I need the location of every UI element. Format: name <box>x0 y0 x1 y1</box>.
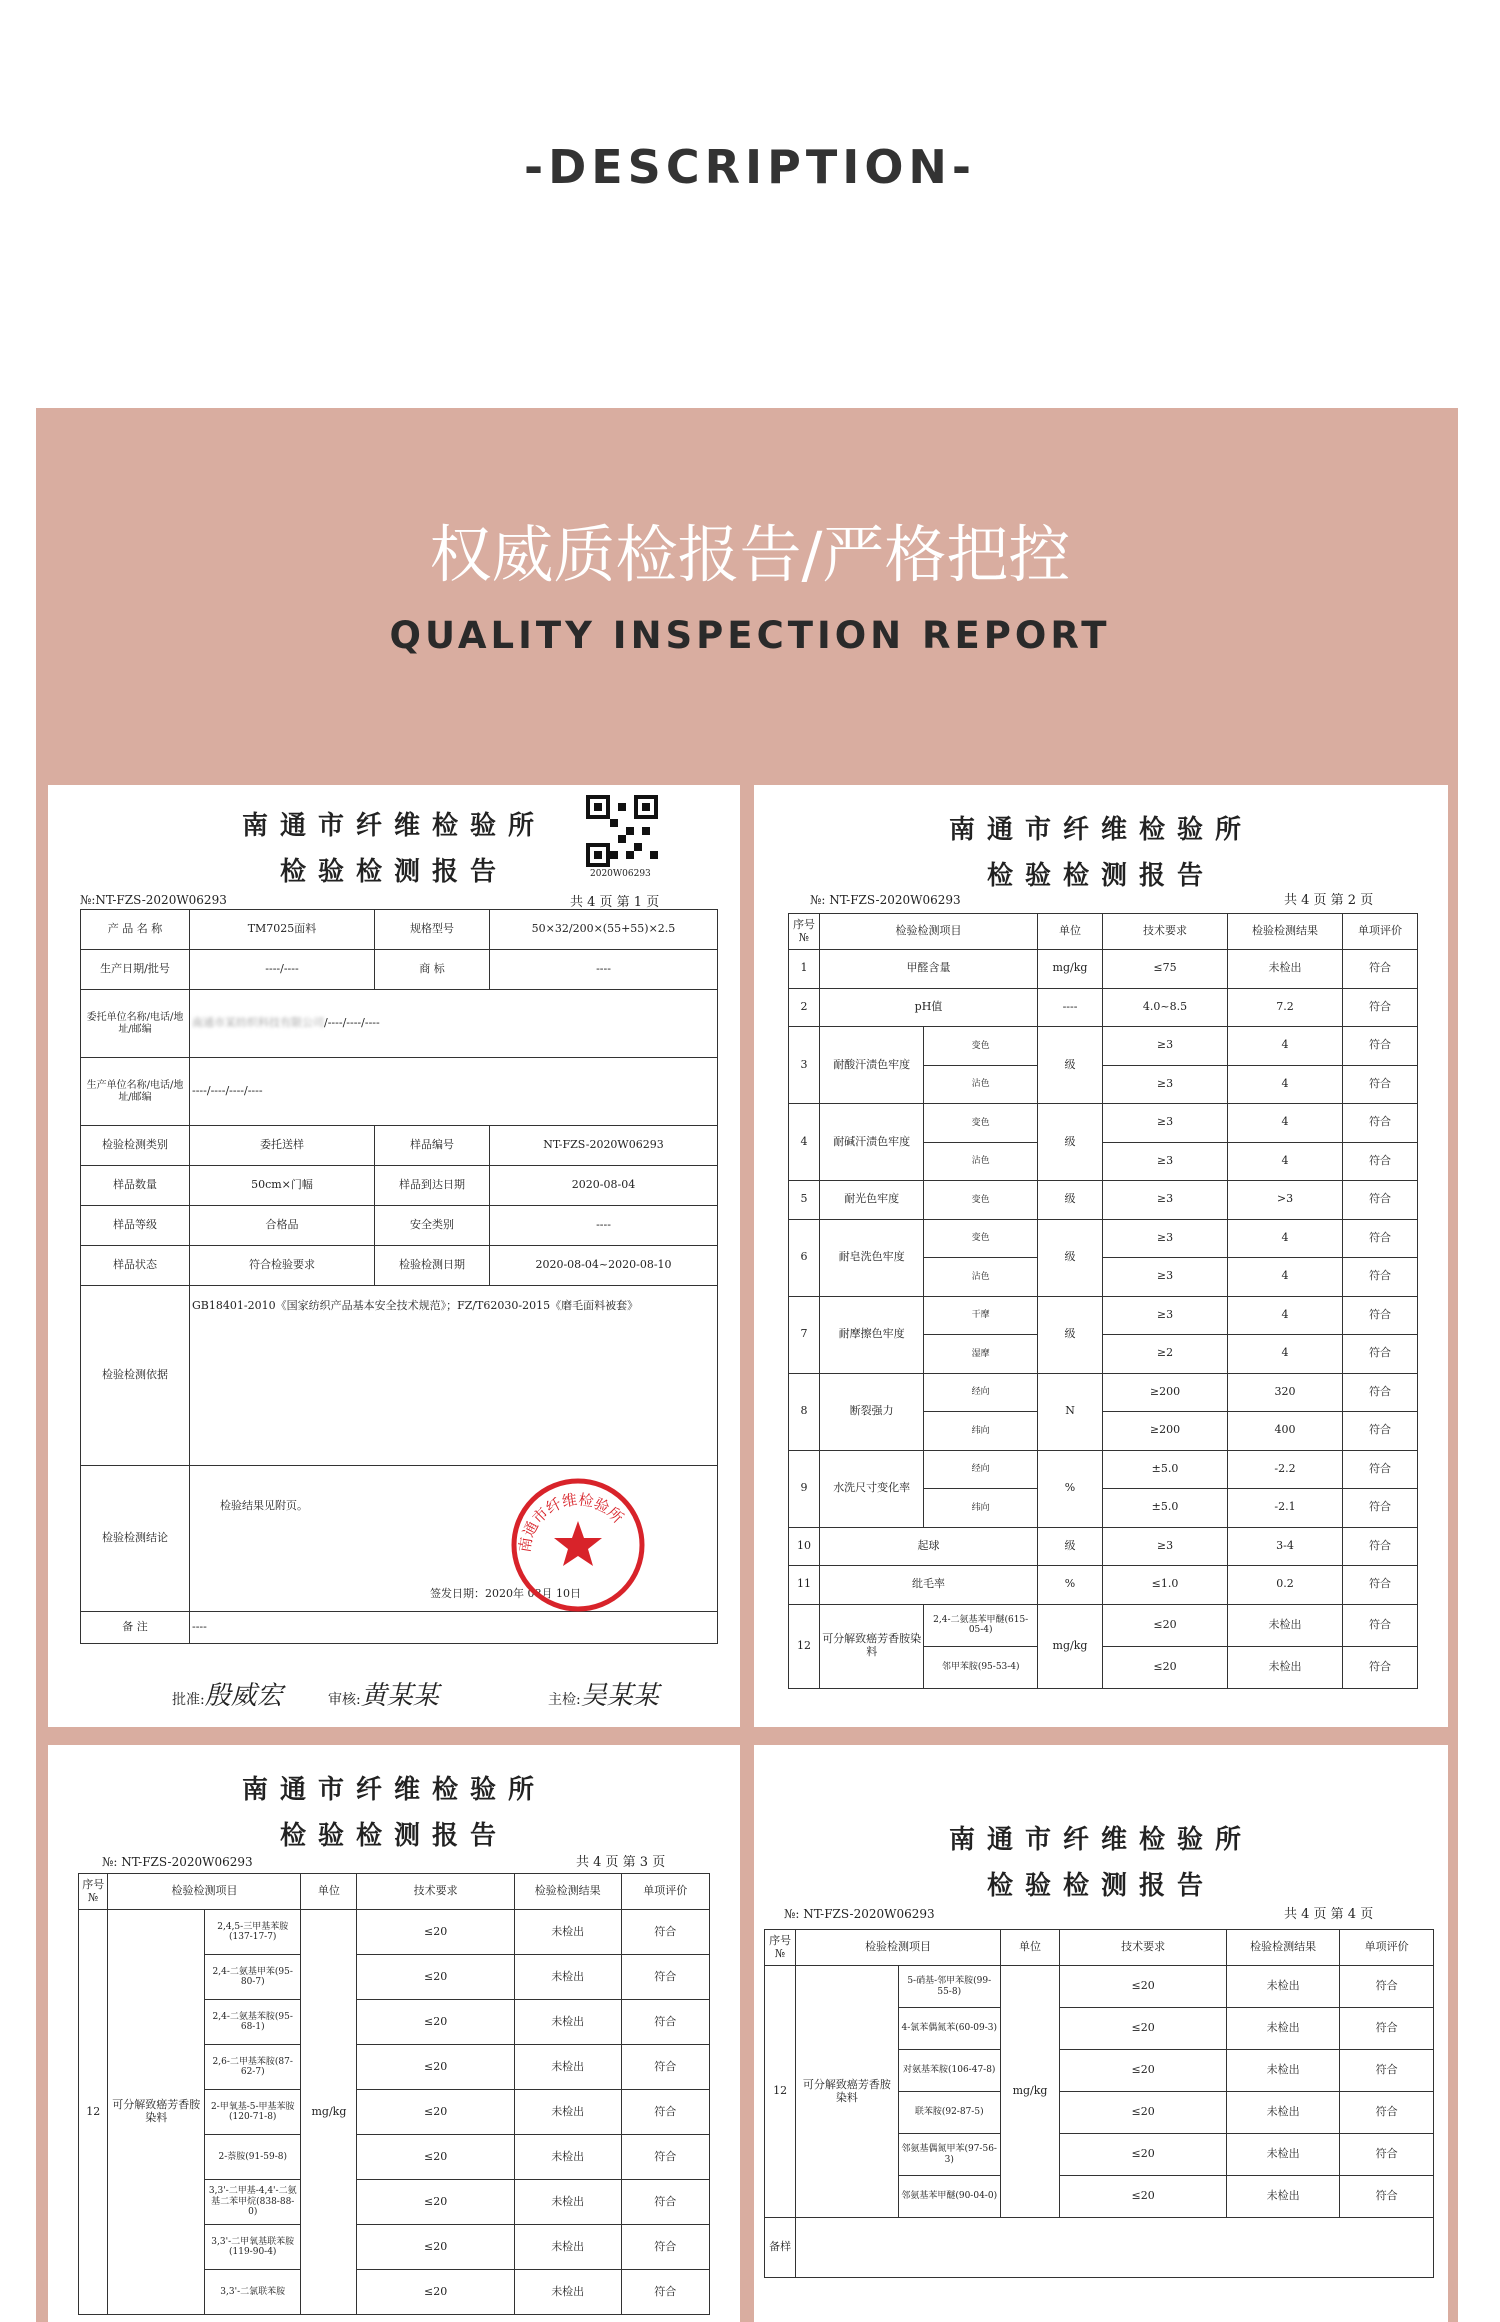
table-header-row <box>789 914 1418 950</box>
cell: 50×32/200×(55+55)×2.5 <box>490 910 718 950</box>
column-header: 序号 № <box>765 1930 796 1966</box>
column-header: 检验检测结果 <box>1228 914 1343 950</box>
table-cell: 4 <box>789 1104 820 1181</box>
page-counter: 共 4 页 第 3 页 <box>576 1855 666 1870</box>
cell: ---- <box>490 1206 718 1246</box>
table-cell: 5-硝基-邻甲苯胺(99-55-8) <box>898 1966 1000 2008</box>
table-cell: 符合 <box>621 2270 709 2315</box>
cell: NT-FZS-2020W06293 <box>490 1126 718 1166</box>
table-cell: 级 <box>1038 1219 1103 1296</box>
table-row <box>789 1450 1418 1489</box>
table-cell: 变色 <box>924 1027 1038 1066</box>
table-cell: -2.2 <box>1228 1450 1343 1489</box>
table-cell: 3,3'-二氯联苯胺 <box>204 2270 301 2315</box>
table-cell: ≥3 <box>1103 1104 1228 1143</box>
table-cell: 符合 <box>1343 1412 1418 1451</box>
table-cell: 未检出 <box>514 2225 621 2270</box>
table-cell: 符合 <box>1343 950 1418 989</box>
column-header: 检验检测项目 <box>820 914 1038 950</box>
banner-title-zh: 权威质检报告/严格把控 <box>429 518 1071 591</box>
table-cell: 耐酸汗渍色牢度 <box>820 1027 924 1104</box>
cell: 样品编号 <box>375 1126 490 1166</box>
table-cell: 纬向 <box>924 1489 1038 1528</box>
table-cell: ≤20 <box>357 1955 514 2000</box>
table-cell: 沾色 <box>924 1142 1038 1181</box>
table-cell: 符合 <box>1343 1104 1418 1143</box>
table-header-row <box>79 1874 710 1910</box>
table-cell: 2-萘胺(91-59-8) <box>204 2135 301 2180</box>
table-cell: mg/kg <box>301 1910 357 2315</box>
table-cell: 符合 <box>621 2090 709 2135</box>
results-table <box>788 913 1418 1689</box>
table-cell: 7.2 <box>1228 988 1343 1027</box>
table-cell: 未检出 <box>514 2135 621 2180</box>
cell: 规格型号 <box>375 910 490 950</box>
table-cell: % <box>1038 1566 1103 1605</box>
table-cell: 12 <box>765 1966 796 2218</box>
table-cell: 纰毛率 <box>820 1566 1038 1605</box>
table-cell: 4-氯苯偶氮苯(60-09-3) <box>898 2008 1000 2050</box>
doc-org: 南通市纤维检验所 <box>948 1825 1253 1855</box>
table-cell: 符合 <box>621 2225 709 2270</box>
doc-title: 检验检测报告 <box>279 857 508 887</box>
table-cell: 2,4-二氨基苯甲醚(615-05-4) <box>924 1604 1038 1646</box>
table-cell: 符合 <box>621 2000 709 2045</box>
cell: 检验检测结论 <box>81 1466 190 1612</box>
table-cell: 10 <box>789 1527 820 1566</box>
table-cell: 备样 <box>765 2218 796 2278</box>
table-cell: 未检出 <box>514 1910 621 1955</box>
cell <box>190 990 718 1058</box>
table-cell: 4 <box>1228 1296 1343 1335</box>
table-cell: ≤20 <box>357 2000 514 2045</box>
cell: 备 注 <box>81 1612 190 1644</box>
table-cell: 2 <box>789 988 820 1027</box>
table-cell: 符合 <box>621 1910 709 1955</box>
table-cell: 变色 <box>924 1219 1038 1258</box>
table-cell: 12 <box>79 1910 108 2315</box>
table-cell: 4 <box>1228 1335 1343 1374</box>
table-cell: 符合 <box>1343 1027 1418 1066</box>
table-cell: 符合 <box>1343 1646 1418 1688</box>
table-cell: 3,3'-二甲基-4,4'-二氨基二苯甲烷(838-88-0) <box>204 2180 301 2225</box>
table-cell: ≤20 <box>357 1910 514 1955</box>
table-cell: 可分解致癌芳香胺染料 <box>108 1910 205 2315</box>
doc-title: 检验检测报告 <box>986 1871 1215 1901</box>
report-page-1 <box>48 785 740 1727</box>
table-cell: 级 <box>1038 1296 1103 1373</box>
table-cell: 未检出 <box>514 2270 621 2315</box>
table-row <box>789 1219 1418 1258</box>
column-header: 技术要求 <box>1103 914 1228 950</box>
table-cell: 干摩 <box>924 1296 1038 1335</box>
issue-label: 签发日期： <box>430 1587 485 1600</box>
table-cell: mg/kg <box>1000 1966 1059 2218</box>
table-cell: 符合 <box>1343 1604 1418 1646</box>
page-counter: 共 4 页 第 4 页 <box>1284 1907 1374 1922</box>
column-header: 技术要求 <box>357 1874 514 1910</box>
stamp-text: 南通市纤维检验所 <box>515 1490 627 1554</box>
table-cell: 5 <box>789 1181 820 1220</box>
table-cell: ≥3 <box>1103 1181 1228 1220</box>
table-cell: 未检出 <box>514 2000 621 2045</box>
table-cell: 沾色 <box>924 1258 1038 1297</box>
cell: ---- <box>190 1612 718 1644</box>
table-cell: 符合 <box>1343 1258 1418 1297</box>
table-cell: ≤20 <box>357 2270 514 2315</box>
table-cell: 符合 <box>1340 2092 1434 2134</box>
doc-org: 南通市纤维检验所 <box>241 1775 546 1805</box>
table-cell: 符合 <box>1343 1527 1418 1566</box>
cell: TM7025面料 <box>190 910 375 950</box>
table-cell: 经向 <box>924 1373 1038 1412</box>
table-cell: 未检出 <box>1227 2050 1340 2092</box>
table-cell: 级 <box>1038 1104 1103 1181</box>
table-cell: ≥200 <box>1103 1373 1228 1412</box>
column-header: 序号 № <box>789 914 820 950</box>
table-cell: ≤20 <box>1060 2092 1227 2134</box>
table-cell: -2.1 <box>1228 1489 1343 1528</box>
cell: 检验检测日期 <box>375 1246 490 1286</box>
table-cell: 2,4-二氨基苯胺(95-68-1) <box>204 2000 301 2045</box>
table-cell: pH值 <box>820 988 1038 1027</box>
column-header: 序号 № <box>79 1874 108 1910</box>
table-cell: 未检出 <box>1228 950 1343 989</box>
column-header: 检验检测结果 <box>514 1874 621 1910</box>
table-row <box>789 1296 1418 1335</box>
table-cell: 2,4-二氨基甲苯(95-80-7) <box>204 1955 301 2000</box>
table-cell: 2,4,5-三甲基苯胺(137-17-7) <box>204 1910 301 1955</box>
table-row <box>789 1027 1418 1066</box>
table-cell: 3 <box>789 1027 820 1104</box>
cell: 商 标 <box>375 950 490 990</box>
table-cell: 未检出 <box>514 1955 621 2000</box>
table-cell: mg/kg <box>1038 1604 1103 1688</box>
cell: 委托单位名称/电话/地址/邮编 <box>81 990 190 1058</box>
table-cell: 耐皂洗色牢度 <box>820 1219 924 1296</box>
table-cell: 8 <box>789 1373 820 1450</box>
table-cell: 4 <box>1228 1258 1343 1297</box>
table-cell: 2-甲氧基-5-甲基苯胺(120-71-8) <box>204 2090 301 2135</box>
table-row <box>789 1566 1418 1605</box>
column-header: 单项评价 <box>1340 1930 1434 1966</box>
remark-row <box>765 2218 1434 2278</box>
cell: 检验检测依据 <box>81 1286 190 1466</box>
table-cell: 未检出 <box>1227 2008 1340 2050</box>
table-cell: 符合 <box>1340 2050 1434 2092</box>
table-cell: 可分解致癌芳香胺染料 <box>820 1604 924 1688</box>
approve-signature: 殷威宏 <box>204 1681 283 1711</box>
table-row <box>789 1181 1418 1220</box>
table-cell: 3,3'-二甲氧基联苯胺(119-90-4) <box>204 2225 301 2270</box>
cell: 样品数量 <box>81 1166 190 1206</box>
table-cell: 符合 <box>621 2135 709 2180</box>
qr-code-icon <box>586 795 658 867</box>
cell: 2020-08-04 <box>490 1166 718 1206</box>
table-cell: ≤20 <box>357 2135 514 2180</box>
table-cell: 未检出 <box>514 2045 621 2090</box>
table-cell: 符合 <box>1343 1065 1418 1104</box>
page-counter: 共 4 页 第 2 页 <box>1284 893 1374 908</box>
table-cell: 耐碱汗渍色牢度 <box>820 1104 924 1181</box>
table-row <box>789 1527 1418 1566</box>
table-cell: ≤20 <box>357 2180 514 2225</box>
cell: 样品到达日期 <box>375 1166 490 1206</box>
cell: 50cm×门幅 <box>190 1166 375 1206</box>
table-cell: 符合 <box>621 2180 709 2225</box>
table-cell: 符合 <box>1343 1181 1418 1220</box>
table-cell: % <box>1038 1450 1103 1527</box>
table-cell: 邻甲苯胺(95-53-4) <box>924 1646 1038 1688</box>
table-cell: 9 <box>789 1450 820 1527</box>
table-cell: mg/kg <box>1038 950 1103 989</box>
column-header: 检验检测结果 <box>1227 1930 1340 1966</box>
table-cell: 320 <box>1228 1373 1343 1412</box>
table-cell: ±5.0 <box>1103 1489 1228 1528</box>
table-cell: 符合 <box>1343 1296 1418 1335</box>
table-cell: 级 <box>1038 1527 1103 1566</box>
table-cell: 断裂强力 <box>820 1373 924 1450</box>
cell: GB18401-2010《国家纺织产品基本安全技术规范》；FZ/T62030-2015《磨毛面料被套》 <box>190 1286 718 1466</box>
table-row <box>789 1373 1418 1412</box>
report-page-2 <box>754 785 1448 1727</box>
table-cell: 1 <box>789 950 820 989</box>
table-cell: 符合 <box>1343 1373 1418 1412</box>
table-cell: ≤20 <box>1060 1966 1227 2008</box>
table-cell: N <box>1038 1373 1103 1450</box>
table-cell <box>796 2218 1434 2278</box>
sign-review <box>328 1675 439 1712</box>
approve-label: 批准: <box>172 1692 205 1708</box>
cell: 样品状态 <box>81 1246 190 1286</box>
table-cell: 未检出 <box>514 2090 621 2135</box>
table-row <box>789 1604 1418 1646</box>
table-cell: 邻氨基苯甲醚(90-04-0) <box>898 2176 1000 2218</box>
client-tail: /----/----/---- <box>324 1016 380 1030</box>
cell: ----/---- <box>190 950 375 990</box>
table-cell: 符合 <box>1340 2008 1434 2050</box>
table-cell: 变色 <box>924 1104 1038 1143</box>
cell: 合格品 <box>190 1206 375 1246</box>
column-header: 检验检测项目 <box>108 1874 301 1910</box>
table-cell: ≤20 <box>357 2045 514 2090</box>
table-cell: 符合 <box>1340 2176 1434 2218</box>
table-cell: 400 <box>1228 1412 1343 1451</box>
table-cell: 经向 <box>924 1450 1038 1489</box>
results-table <box>78 1873 710 2315</box>
column-header: 单位 <box>1000 1930 1059 1966</box>
table-cell: ≤20 <box>1060 2134 1227 2176</box>
table-cell: 4 <box>1228 1065 1343 1104</box>
table-cell: ≥2 <box>1103 1335 1228 1374</box>
table-cell: 11 <box>789 1566 820 1605</box>
report-page-3 <box>48 1745 740 2322</box>
table-cell: ≤75 <box>1103 950 1228 989</box>
table-cell: 2,6-二甲基苯胺(87-62-7) <box>204 2045 301 2090</box>
table-cell: 级 <box>1038 1027 1103 1104</box>
table-cell: 符合 <box>1343 1450 1418 1489</box>
cell: 委托送样 <box>190 1126 375 1166</box>
table-cell: 可分解致癌芳香胺染料 <box>796 1966 898 2218</box>
table-cell: 3-4 <box>1228 1527 1343 1566</box>
page-counter: 共 4 页 第 1 页 <box>570 895 660 910</box>
table-cell: 符合 <box>1343 1566 1418 1605</box>
table-row <box>765 1966 1434 2008</box>
table-cell: ≤20 <box>357 2090 514 2135</box>
table-cell: ≥3 <box>1103 1219 1228 1258</box>
cell: 生产单位名称/电话/地址/邮编 <box>81 1058 190 1126</box>
table-cell: 4 <box>1228 1142 1343 1181</box>
table-cell: 对氨基苯胺(106-47-8) <box>898 2050 1000 2092</box>
table-cell: 耐摩擦色牢度 <box>820 1296 924 1373</box>
table-cell: 符合 <box>621 2045 709 2090</box>
table-cell: 纬向 <box>924 1412 1038 1451</box>
column-header: 单项评价 <box>621 1874 709 1910</box>
table-cell: ≤20 <box>1060 2008 1227 2050</box>
report-number: №:NT-FZS-2020W06293 <box>80 893 227 907</box>
sign-main <box>548 1675 659 1712</box>
column-header: 单位 <box>301 1874 357 1910</box>
table-cell: 未检出 <box>1228 1604 1343 1646</box>
table-cell: ≤20 <box>1103 1604 1228 1646</box>
table-cell: ≤1.0 <box>1103 1566 1228 1605</box>
table-cell: >3 <box>1228 1181 1343 1220</box>
table-cell: 符合 <box>1340 2134 1434 2176</box>
table-cell: 4 <box>1228 1104 1343 1143</box>
table-cell: 4.0~8.5 <box>1103 988 1228 1027</box>
column-header: 单项评价 <box>1343 914 1418 950</box>
table-cell: 联苯胺(92-87-5) <box>898 2092 1000 2134</box>
cell: 样品等级 <box>81 1206 190 1246</box>
table-cell: ≥3 <box>1103 1065 1228 1104</box>
banner-title-en: QUALITY INSPECTION REPORT <box>389 614 1111 657</box>
table-cell: 符合 <box>1343 1335 1418 1374</box>
table-cell: ≤20 <box>1060 2176 1227 2218</box>
doc-title: 检验检测报告 <box>279 1821 508 1851</box>
table-cell: ≥3 <box>1103 1258 1228 1297</box>
main-signature: 吴某某 <box>580 1681 659 1711</box>
table-cell: ---- <box>1038 988 1103 1027</box>
table-cell: 符合 <box>1343 1219 1418 1258</box>
table-cell: 水洗尺寸变化率 <box>820 1450 924 1527</box>
red-seal-stamp <box>508 1475 648 1615</box>
cell: 产 品 名 称 <box>81 910 190 950</box>
table-cell: 耐光色牢度 <box>820 1181 924 1220</box>
cell: ---- <box>490 950 718 990</box>
table-cell: 未检出 <box>1228 1646 1343 1688</box>
table-cell: 符合 <box>621 1955 709 2000</box>
table-cell: ±5.0 <box>1103 1450 1228 1489</box>
cell: ----/----/----/---- <box>190 1058 718 1126</box>
table-cell: 未检出 <box>1227 2092 1340 2134</box>
report-number: №: NT-FZS-2020W06293 <box>784 1907 935 1921</box>
report-number: №: NT-FZS-2020W06293 <box>102 1855 253 1869</box>
conclusion-text: 检验结果见附页。 <box>220 1499 308 1512</box>
table-cell: ≥3 <box>1103 1027 1228 1066</box>
doc-org: 南通市纤维检验所 <box>241 811 546 841</box>
table-cell: ≥3 <box>1103 1527 1228 1566</box>
table-cell: ≤20 <box>357 2225 514 2270</box>
table-cell: 湿摩 <box>924 1335 1038 1374</box>
issue-date: 2020年 08月 10日 <box>485 1587 581 1600</box>
table-cell: 未检出 <box>1227 2176 1340 2218</box>
table-header-row <box>765 1930 1434 1966</box>
cell: 安全类别 <box>375 1206 490 1246</box>
table-row <box>789 950 1418 989</box>
table-cell: 未检出 <box>514 2180 621 2225</box>
table-cell: 符合 <box>1343 1489 1418 1528</box>
column-header: 检验检测项目 <box>796 1930 1001 1966</box>
table-cell: 沾色 <box>924 1065 1038 1104</box>
table-row <box>79 1910 710 1955</box>
cell: 生产日期/批号 <box>81 950 190 990</box>
table-cell: ≤20 <box>1060 2050 1227 2092</box>
table-cell: 未检出 <box>1227 2134 1340 2176</box>
doc-title: 检验检测报告 <box>986 861 1215 891</box>
table-cell: 4 <box>1228 1027 1343 1066</box>
table-cell: 符合 <box>1340 1966 1434 2008</box>
table-cell: 邻氨基偶氮甲苯(97-56-3) <box>898 2134 1000 2176</box>
sign-approve <box>172 1675 283 1712</box>
report-number: №: NT-FZS-2020W06293 <box>810 893 961 907</box>
table-cell: 起球 <box>820 1527 1038 1566</box>
blurred-client-name: 南通市某纺织科技有限公司 <box>192 1016 324 1030</box>
doc-org: 南通市纤维检验所 <box>948 815 1253 845</box>
table-cell: 甲醛含量 <box>820 950 1038 989</box>
column-header: 技术要求 <box>1060 1930 1227 1966</box>
cell: 检验检测类别 <box>81 1126 190 1166</box>
main-label: 主检: <box>548 1692 581 1708</box>
table-row <box>789 988 1418 1027</box>
table-cell: ≥3 <box>1103 1296 1228 1335</box>
cell: 2020-08-04~2020-08-10 <box>490 1246 718 1286</box>
review-label: 审核: <box>328 1692 361 1708</box>
column-header: 单位 <box>1038 914 1103 950</box>
section-header-description: -DESCRIPTION- <box>523 140 977 194</box>
table-cell: 4 <box>1228 1219 1343 1258</box>
table-cell: 12 <box>789 1604 820 1688</box>
review-signature: 黄某某 <box>360 1681 439 1711</box>
table-cell: 符合 <box>1343 1142 1418 1181</box>
table-cell: 未检出 <box>1227 1966 1340 2008</box>
table-cell: ≥200 <box>1103 1412 1228 1451</box>
qr-caption: 2020W06293 <box>590 869 651 879</box>
cell: 符合检验要求 <box>190 1246 375 1286</box>
table-row <box>789 1104 1418 1143</box>
table-cell: 6 <box>789 1219 820 1296</box>
report-page-4 <box>754 1745 1448 2322</box>
table-cell: 7 <box>789 1296 820 1373</box>
table-cell: ≥3 <box>1103 1142 1228 1181</box>
results-table <box>764 1929 1434 2278</box>
table-cell: 符合 <box>1343 988 1418 1027</box>
table-cell: 0.2 <box>1228 1566 1343 1605</box>
table-cell: ≤20 <box>1103 1646 1228 1688</box>
table-cell: 变色 <box>924 1181 1038 1220</box>
table-cell: 级 <box>1038 1181 1103 1220</box>
